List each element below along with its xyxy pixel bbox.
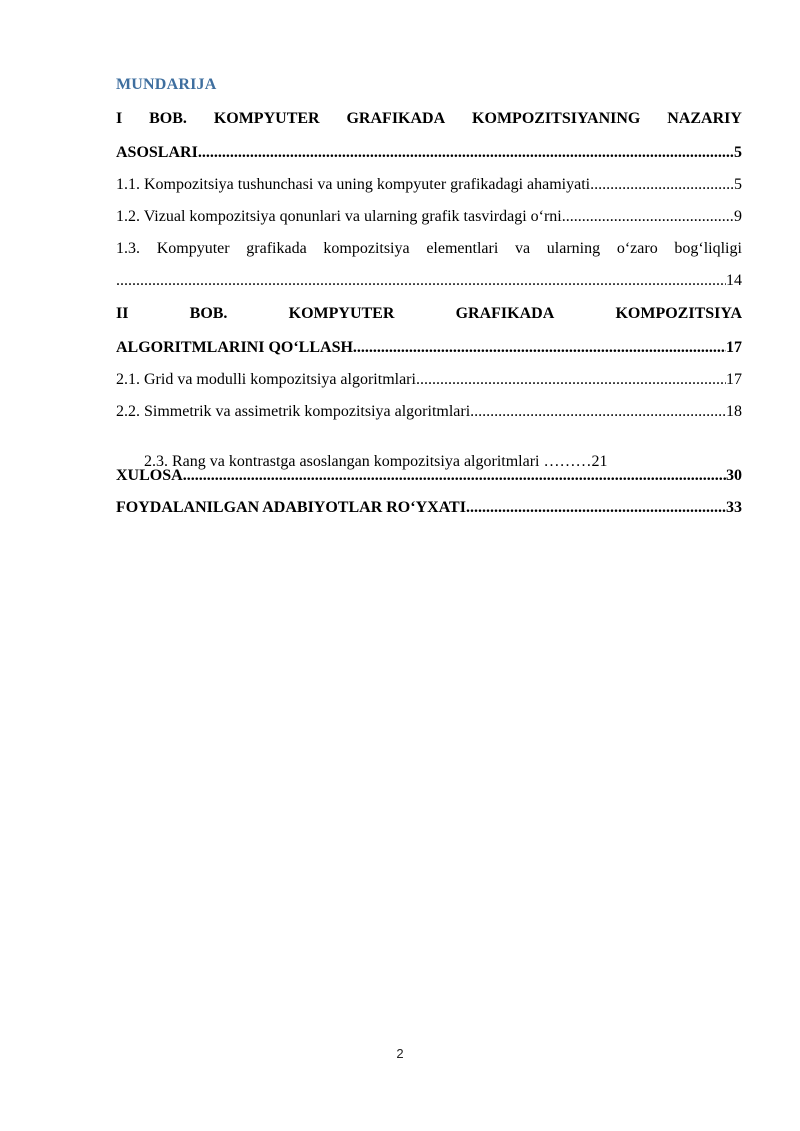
toc-page-number: 5: [734, 176, 742, 193]
toc-entry-text: 1.1. Kompozitsiya tushunchasi va uning kompyuter grafikadagi ahamiyati: [116, 176, 591, 193]
toc-entry-text: XULOSA: [116, 467, 183, 484]
toc-entry-text: 2.1. Grid va modulli kompozitsiya algoritmlari: [116, 371, 416, 388]
toc-entry-text: 2.3. Rang va kontrastga asoslangan kompozitsiya algoritmlari ………21: [140, 453, 608, 470]
word: Kompyuter: [156, 240, 230, 257]
toc-entry-text: FOYDALANILGAN ADABIYOTLAR RO‘YXATI: [116, 499, 466, 516]
toc-entry-text: ALGORITMLARINI QO‘LLASH: [116, 339, 353, 356]
word: o‘zaro: [616, 240, 658, 257]
toc-chapter1-line1[interactable]: [116, 110, 742, 128]
toc-entry-text: 1.2. Vizual kompozitsiya qonunlari va ularning grafik tasvirdagi o‘rni: [116, 208, 562, 225]
page-number: 2: [396, 1046, 404, 1061]
word: 1.3.: [116, 240, 140, 257]
word: GRAFIKADA: [455, 305, 555, 322]
word: GRAFIKADA: [346, 110, 446, 127]
toc-entry-text: 2.2. Simmetrik va assimetrik kompozitsiya algoritmlari: [116, 403, 471, 420]
dot-leader: [353, 339, 726, 357]
toc-page-number: 14: [726, 272, 742, 289]
word: I: [116, 110, 123, 127]
word: va: [514, 240, 531, 257]
toc-chapter2-line1[interactable]: [116, 305, 742, 323]
word: ularning: [546, 240, 601, 257]
dot-leader: [562, 208, 734, 226]
word: grafikada: [246, 240, 307, 257]
dot-leader: [590, 176, 734, 194]
word: KOMPYUTER: [288, 305, 395, 322]
word: KOMPOZITSIYANING: [472, 110, 641, 127]
toc-section-1-1[interactable]: [116, 176, 742, 194]
toc-page-number: 33: [726, 499, 742, 516]
word: BOB.: [149, 110, 187, 127]
word: NAZARIY: [667, 110, 742, 127]
toc-page-number: 17: [726, 339, 742, 356]
toc-chapter1-line2[interactable]: [116, 144, 742, 162]
toc-chapter2-line2[interactable]: [116, 339, 742, 357]
word: bog‘liqligi: [674, 240, 742, 257]
toc-page-number: 18: [726, 403, 742, 420]
toc-entry-text: ASOSLARI: [116, 144, 198, 161]
word: BOB.: [189, 305, 228, 322]
toc-section-2-1[interactable]: [116, 371, 742, 389]
word: elementlari: [426, 240, 499, 257]
toc-page-number: 5: [734, 144, 742, 161]
dot-leader: [183, 467, 726, 485]
dot-leader: [416, 371, 726, 389]
toc-section-1-3-line2[interactable]: [116, 272, 742, 290]
dot-leader: [466, 499, 726, 517]
toc-title: MUNDARIJA: [116, 76, 217, 93]
dot-leader: [470, 403, 726, 421]
toc-page-number: 17: [726, 371, 742, 388]
word: KOMPYUTER: [213, 110, 320, 127]
toc-conclusion[interactable]: [116, 467, 742, 485]
toc-section-1-3-line1[interactable]: [116, 240, 742, 258]
toc-references[interactable]: [116, 499, 742, 517]
word: II: [116, 305, 129, 322]
toc-page-number: 30: [726, 467, 742, 484]
toc-page-number: 9: [734, 208, 742, 225]
dot-leader: [116, 272, 726, 290]
toc-section-1-2[interactable]: [116, 208, 742, 226]
toc-section-2-2[interactable]: [116, 403, 742, 421]
dot-leader: [198, 144, 734, 162]
word: kompozitsiya: [323, 240, 410, 257]
word: KOMPOZITSIYA: [615, 305, 742, 322]
